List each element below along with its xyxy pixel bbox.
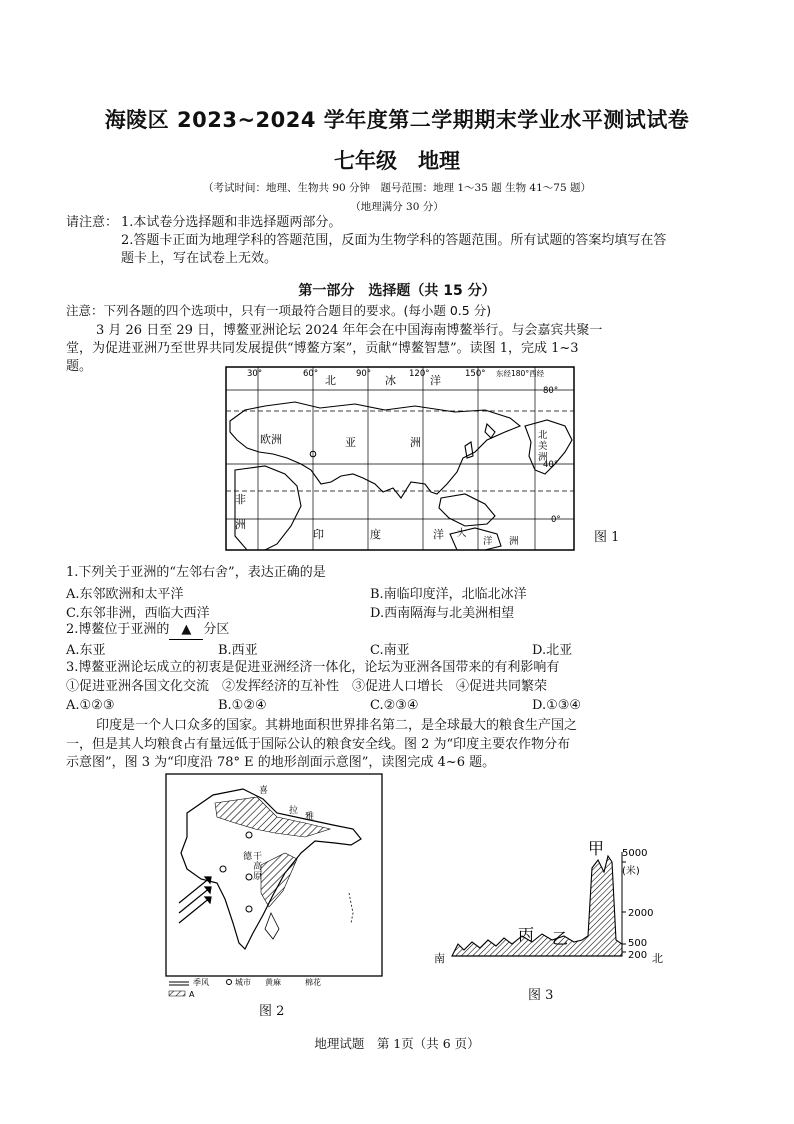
score-info: （地理满分 30 分）	[350, 201, 444, 213]
asia-label-2: 洲	[410, 436, 421, 449]
exam-info: （考试时间：地理、生物共 90 分钟 题号范围：地理 1～35 题 生物 41～75 题）	[203, 182, 591, 194]
asia-label-1: 亚	[345, 436, 356, 449]
lat-0: 0°	[551, 515, 561, 525]
figure2-caption: 图 2	[259, 1004, 285, 1019]
q2-option-b: B.西亚	[218, 643, 258, 658]
lon-90: 90°	[356, 369, 372, 379]
note-1: 1.本试卷分选择题和非选择题两部分。	[121, 215, 342, 230]
q1-option-c: C.东邻非洲，西临大西洋	[66, 606, 210, 621]
map2-label-6: 高	[253, 862, 263, 872]
q2-blank-marker: ▲	[169, 620, 203, 640]
lat-40: 40°	[543, 460, 559, 470]
lon-60: 60°	[303, 369, 319, 379]
passage2-line1: 印度是一个人口众多的国家。其耕地面积世界排名第二，是全球最大的粮食生产国之	[96, 718, 578, 733]
ocean-label-2: 冰	[385, 374, 396, 387]
q3-option-b: B.①②④	[218, 698, 267, 713]
oc-label-1: 大	[457, 528, 467, 539]
africa-label-1: 非	[235, 493, 246, 506]
q3-option-a: A.①②③	[66, 698, 115, 713]
map2-label-1: 喜	[259, 786, 269, 796]
map2-label-7: 原	[253, 872, 263, 882]
lat-80: 80°	[543, 386, 559, 396]
passage2-line2: 一，但是其人均粮食占有量远低于国际公认的粮食安全线。图 2 为“印度主要农作物分布	[66, 737, 571, 752]
legend-monsoon: 季风	[193, 978, 209, 987]
profile-ytick-unit: (米)	[622, 866, 640, 877]
figure3-profile	[432, 832, 702, 972]
q3-sub: ①促进亚洲各国文化交流 ②发挥经济的互补性 ③促进人口增长 ④促进共同繁荣	[66, 679, 548, 694]
passage1-line2: 堂，为促进亚洲乃至世界共同发展提供“博鳌方案”，贡献“博鳌智慧”。读图 1，完成 1~3	[66, 341, 579, 356]
map2-label-3: 雅	[305, 812, 315, 822]
point-yi: 乙	[552, 929, 569, 948]
io-label-2: 度	[370, 528, 381, 541]
passage2-line3: 示意图”，图 3 为“印度沿 78° E 的地形剖面示意图”，读图完成 4~6 题。	[66, 755, 496, 770]
africa-label-2: 洲	[235, 518, 246, 531]
figure1-caption: 图 1	[594, 530, 620, 545]
legend-a: A	[189, 990, 195, 999]
q1-stem: 1.下列关于亚洲的“左邻右舍”，表达正确的是	[66, 565, 326, 580]
q2-option-c: C.南亚	[370, 643, 410, 658]
oc-label-2: 洋	[483, 536, 493, 547]
lon-30: 30°	[247, 369, 263, 379]
q2-option-a: A.东亚	[66, 643, 106, 658]
na-label-2: 美	[538, 441, 548, 452]
q3-stem: 3.博鳌亚洲论坛成立的初衷是促进亚洲经济一体化，论坛为亚洲各国带来的有利影响有	[66, 660, 560, 675]
point-jia: 甲	[588, 839, 605, 858]
profile-ytick-5000: 5000	[622, 848, 648, 859]
q2-stem-after: 分区	[203, 622, 230, 637]
figure2-map	[165, 773, 383, 1003]
europe-label: 欧洲	[260, 433, 282, 446]
lon-120: 120°	[409, 369, 430, 379]
note-2: 2.答题卡正面为地理学科的答题范围，反面为生物学科的答题范围。所有试题的答案均填写在答	[121, 233, 667, 248]
legend-city: 城市	[235, 978, 251, 987]
na-label-3: 洲	[538, 452, 548, 463]
q1-option-b: B.南临印度洋，北临北冰洋	[370, 587, 527, 602]
figure1-map	[225, 366, 575, 551]
q1-option-d: D.西南隔海与北美洲相望	[370, 606, 515, 621]
map2-label-5: 干	[253, 852, 263, 862]
lon-150: 150°	[465, 369, 486, 379]
point-bing: 丙	[518, 925, 535, 944]
passage1-line1: 3 月 26 日至 29 日，博鳌亚洲论坛 2024 年年会在中国海南博鳌举行。与会嘉宾共聚一	[96, 323, 603, 338]
legend-cotton: 棉花	[305, 978, 321, 987]
exam-title: 海陵区 2023~2024 学年度第二学期期末学业水平测试试卷	[104, 108, 690, 132]
na-label-1: 北	[538, 430, 548, 441]
oc-label-3: 洲	[509, 536, 519, 547]
profile-south: 南	[434, 952, 445, 965]
ocean-label-3: 洋	[430, 374, 441, 387]
q3-option-c: C.②③④	[370, 698, 419, 713]
page-footer: 地理试题 第 1页（共 6 页）	[314, 1036, 480, 1051]
notes-label: 请注意：	[66, 215, 119, 230]
passage1-line3: 题。	[66, 359, 93, 374]
subject-title: 七年级 地理	[334, 149, 460, 173]
lon-180: 东经180°西经	[496, 369, 545, 378]
profile-ytick-2000: 2000	[628, 908, 654, 919]
section-note: 注意：下列各题的四个选项中，只有一项最符合题目的要求。(每小题 0.5 分)	[66, 303, 492, 318]
profile-north: 北	[652, 952, 663, 965]
note-3: 题卡上，写在试卷上无效。	[121, 251, 278, 266]
figure3-caption: 图 3	[528, 988, 554, 1003]
q3-option-d: D.①③④	[532, 698, 582, 713]
io-label-3: 洋	[433, 528, 444, 541]
map2-label-2: 拉	[289, 806, 299, 816]
q2-stem-before: 2.博鳌位于亚洲的	[66, 622, 170, 637]
q1-option-a: A.东邻欧洲和太平洋	[66, 587, 184, 602]
legend-jute: 黄麻	[265, 978, 281, 987]
profile-ytick-500: 500	[628, 938, 648, 949]
q2-option-d: D.北亚	[532, 643, 573, 658]
io-label-1: 印	[313, 528, 324, 541]
map2-label-4: 德	[243, 852, 253, 862]
profile-ytick-200: 200	[628, 950, 648, 961]
ocean-label-1: 北	[325, 374, 336, 387]
section-title: 第一部分 选择题（共 15 分）	[298, 283, 496, 299]
q2-stem	[66, 620, 229, 640]
